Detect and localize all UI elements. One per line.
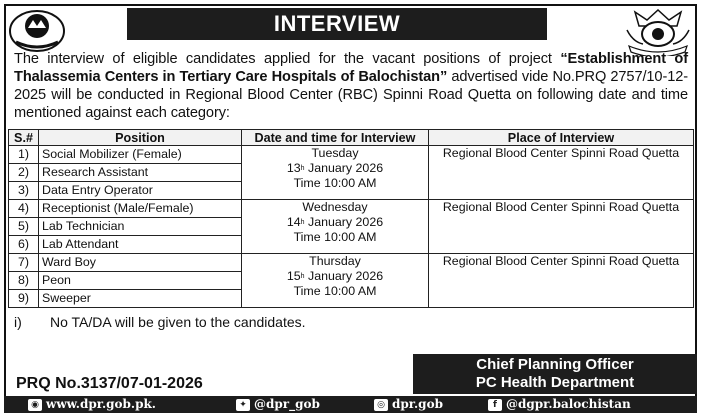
row-sn: 1) <box>9 146 39 164</box>
header-position: Position <box>39 130 242 146</box>
date-month-year: January 2026 <box>304 161 384 175</box>
page-title: INTERVIEW <box>127 8 547 40</box>
group-day: Wednesday <box>302 200 368 214</box>
group-time: Time 10:00 AM <box>293 230 377 244</box>
group-datetime <box>242 200 429 254</box>
row-position: Data Entry Operator <box>39 182 242 200</box>
row-sn: 4) <box>9 200 39 218</box>
header-sn: S.# <box>9 130 39 146</box>
note-numeral: i) <box>14 314 22 330</box>
intro-paragraph <box>14 50 688 122</box>
date-number: 13 <box>286 161 301 175</box>
row-position: Sweeper <box>39 290 242 308</box>
twitter-icon: ✦ <box>236 399 250 411</box>
group-place: Regional Blood Center Spinni Road Quetta <box>429 146 694 200</box>
row-sn: 8) <box>9 272 39 290</box>
row-sn: 3) <box>9 182 39 200</box>
table-header-row <box>9 130 694 146</box>
row-position: Research Assistant <box>39 164 242 182</box>
project-name: “Establishment of Thalassemia Centers in Tertiary Care Hospitals of Balochistan” <box>14 51 688 85</box>
group-time: Time 10:00 AM <box>293 176 377 190</box>
row-position: Lab Attendant <box>39 236 242 254</box>
table-row <box>9 146 694 164</box>
facebook-handle: @dgpr.balochistan <box>506 397 631 411</box>
date-number: 15 <box>286 269 301 283</box>
group-datetime <box>242 254 429 308</box>
row-sn: 2) <box>9 164 39 182</box>
row-sn: 9) <box>9 290 39 308</box>
row-position: Ward Boy <box>39 254 242 272</box>
interview-schedule-table <box>8 129 694 308</box>
date-suffix: h <box>300 165 305 172</box>
row-position: Social Mobilizer (Female) <box>39 146 242 164</box>
facebook-icon: f <box>488 399 502 411</box>
footer-twitter[interactable] <box>236 396 320 413</box>
note-item <box>14 314 306 330</box>
signatory-department: PC Health Department <box>475 374 635 391</box>
header-datetime: Date and time for Interview <box>242 130 429 146</box>
date-suffix: h <box>300 219 305 226</box>
intro-text-end: advertised vide No.PRQ 2757/10-12-2025 will be conducted in Regional Blood Center (RBC) Spinni Road Quetta on following date and time mentioned against each category: <box>14 69 688 121</box>
group-datetime <box>242 146 429 200</box>
website-text: www.dpr.gob.pk. <box>46 397 156 411</box>
date-month-year: January 2026 <box>304 269 384 283</box>
footer-facebook[interactable] <box>488 396 631 413</box>
instagram-icon: ◎ <box>374 399 388 411</box>
table-row <box>9 200 694 218</box>
group-time: Time 10:00 AM <box>293 284 377 298</box>
reference-number: PRQ No.3137/07-01-2026 <box>16 375 203 392</box>
group-place: Regional Blood Center Spinni Road Quetta <box>429 254 694 308</box>
twitter-handle: @dpr_gob <box>254 397 320 411</box>
row-sn: 5) <box>9 218 39 236</box>
footer-bar <box>4 396 697 413</box>
footer-instagram[interactable] <box>374 396 443 413</box>
signatory-designation: Chief Planning Officer <box>476 356 634 373</box>
date-month-year: January 2026 <box>304 215 384 229</box>
header-place: Place of Interview <box>429 130 694 146</box>
group-day: Tuesday <box>311 146 359 160</box>
table-row <box>9 254 694 272</box>
intro-text-start: The interview of eligible candidates applied for the vacant positions of project <box>14 51 561 67</box>
date-number: 14 <box>286 215 301 229</box>
row-position: Peon <box>39 272 242 290</box>
group-day: Thursday <box>309 254 361 268</box>
signature-block <box>413 354 697 394</box>
row-position: Lab Technician <box>39 218 242 236</box>
date-suffix: h <box>300 273 305 280</box>
row-sn: 7) <box>9 254 39 272</box>
footer-website[interactable] <box>28 396 156 413</box>
globe-icon: ◉ <box>28 399 42 411</box>
group-date <box>245 215 425 230</box>
government-seal-icon <box>625 6 691 56</box>
instagram-handle: dpr.gob <box>392 397 443 411</box>
row-position: Receptionist (Male/Female) <box>39 200 242 218</box>
group-date <box>245 269 425 284</box>
project-logo-icon <box>8 8 66 54</box>
row-sn: 6) <box>9 236 39 254</box>
group-place: Regional Blood Center Spinni Road Quetta <box>429 200 694 254</box>
note-text: No TA/DA will be given to the candidates. <box>50 314 306 330</box>
group-date <box>245 161 425 176</box>
